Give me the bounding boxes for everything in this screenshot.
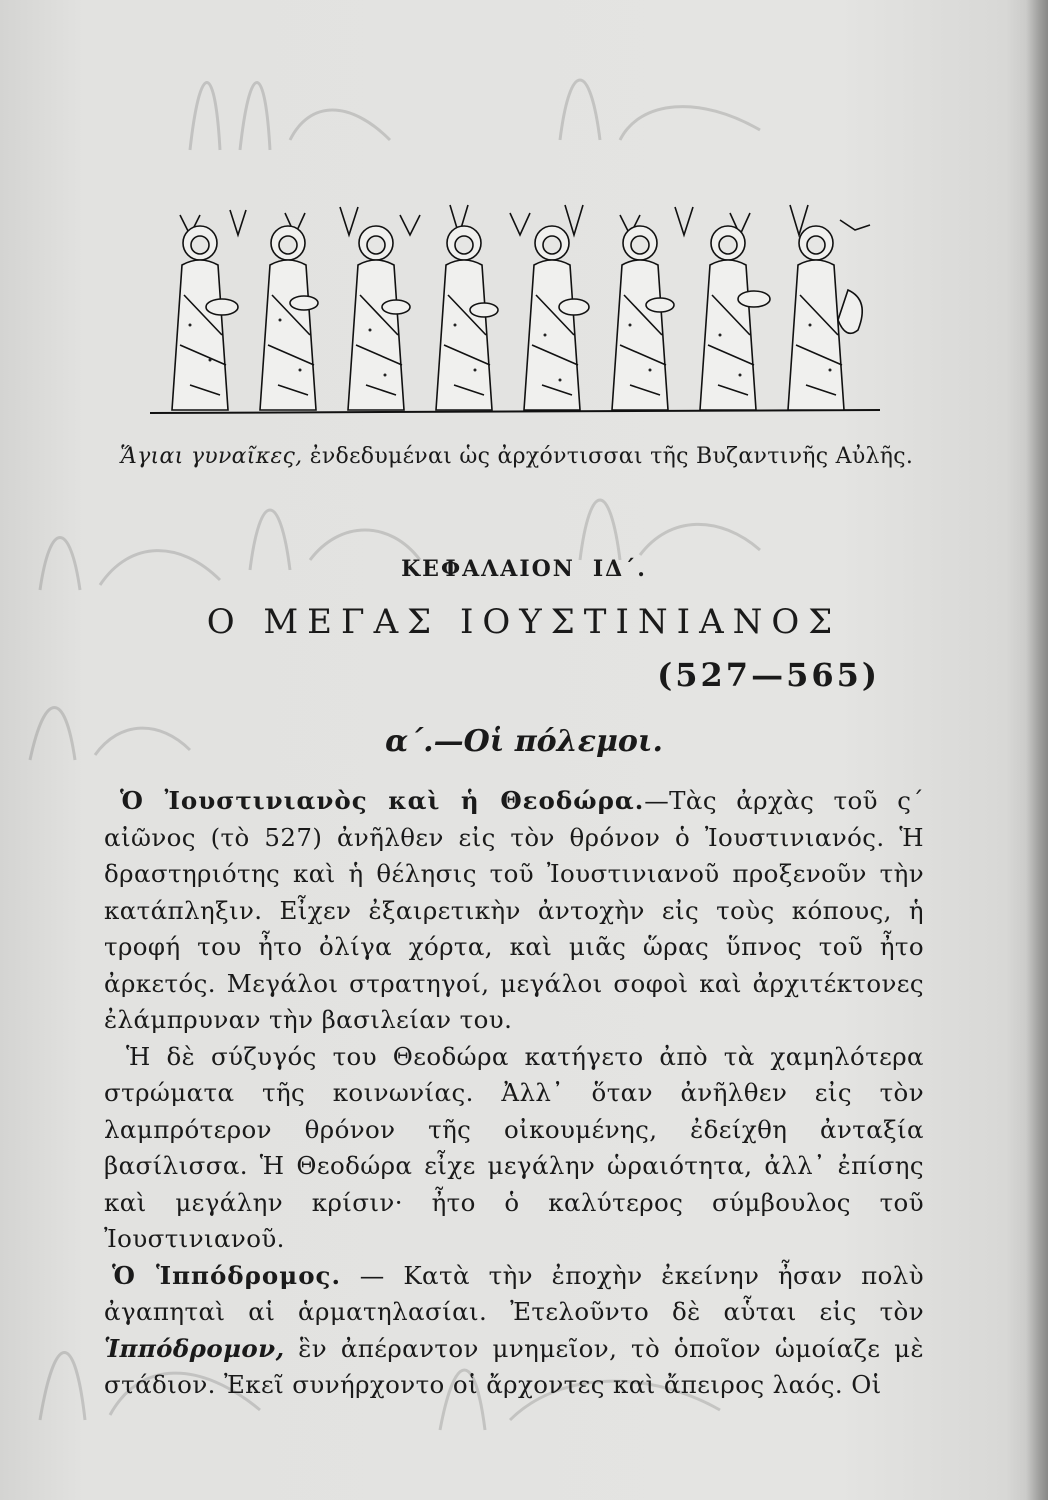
caption-text: ἐνδεδυμέναι ὡς ἀρχόντισσαι τῆς Βυζαντινῆς Αὐλῆς. [302, 444, 914, 469]
paragraph-3-italic: Ἱππόδρομον, [104, 1333, 285, 1363]
page-gutter-shadow [1026, 0, 1048, 1500]
haloed-figures [172, 226, 862, 410]
paragraph-3-lead: Ὁ Ἱππόδρομος. [112, 1260, 341, 1290]
caption-italic: Ἅγιαι γυναῖκες, [120, 444, 303, 469]
chapter-number: ΙΔ΄. [592, 556, 647, 582]
paragraph-3-text-a: — Κατὰ τὴν ἐποχὴν ἐκείνην ἦσαν πολὺ ἀγαπηταὶ αἱ ἁρματηλασίαι. Ἐτελοῦντο δὲ αὗται εἰς τὸν [104, 1260, 925, 1326]
chapter-heading [0, 556, 1048, 582]
page-title: Ο ΜΕΓΑΣ ΙΟΥΣΤΙΝΙΑΝΟΣ [206, 602, 842, 642]
illustration-caption [120, 444, 920, 469]
reign-years: (527—565) [657, 656, 880, 694]
paragraph-2-text: Ἡ δὲ σύζυγός του Θεοδώρα κατήγετο ἀπὸ τὰ χαμηλότερα στρώματα τῆς κοινωνίας. Ἀλλ᾽ ὅταν ἀνῆλθεν εἰς τὸν λαμπρότερον θρόνον τῆς οἰκουμένης, ἐδείχθη ἀνταξία βασίλισσα. Ἡ Θεοδώρα εἶχε μεγάλην ὡραιότητα, ἀλλ᾽ ἐπίσης καὶ μεγάλην κρίσιν· ἦτο ὁ καλύτερος σύμβουλος τοῦ Ἰουστινιανοῦ. [104, 1041, 924, 1253]
paragraph-3-text-b: ἓν ἀπέραντον μνημεῖον, τὸ ὁποῖον ὡμοίαζε μὲ στάδιον. Ἐκεῖ συνήρχοντο οἱ ἄρχοντες καὶ ἄπειρος λαός. Οἱ [104, 1333, 924, 1399]
paragraph-1-lead: Ὁ Ἰουστινιανὸς καὶ ἡ Θεοδώρα. [120, 786, 645, 815]
body-text [104, 783, 924, 1404]
paragraph-2 [104, 1039, 924, 1258]
palm-fronds [150, 205, 880, 235]
paragraph-1-text: —Τὰς ἀρχὰς τοῦ ς΄ αἰῶνος (τὸ 527) ἀνῆλθεν εἰς τὸν θρόνον ὁ Ἰουστινιανός. Ἡ δραστηριότης καὶ ἡ θέλησις τοῦ Ἰουστινιανοῦ προξενοῦν τὴν κατάπληξιν. Εἶχεν ἐξαιρετικὴν ἀντοχὴν εἰς τοὺς κόπους, ἡ τροφή του ἦτο ὀλίγα χόρτα, καὶ μιᾶς ὥρας ὕπνος τοῦ ἦτο ἀρκετός. Μεγάλοι στρατηγοί, μεγάλοι σοφοὶ καὶ ἀρχιτέκτονες ἐλάμπρυναν τὴν βασιλείαν του. [104, 786, 924, 1034]
section-heading: α΄.—Οἱ πόλεμοι. [385, 724, 663, 759]
paragraph-1 [104, 783, 924, 1039]
mosaic-illustration [150, 195, 880, 420]
paragraph-3 [104, 1258, 924, 1404]
chapter-label: ΚΕΦΑΛΑΙΟΝ [401, 556, 575, 582]
